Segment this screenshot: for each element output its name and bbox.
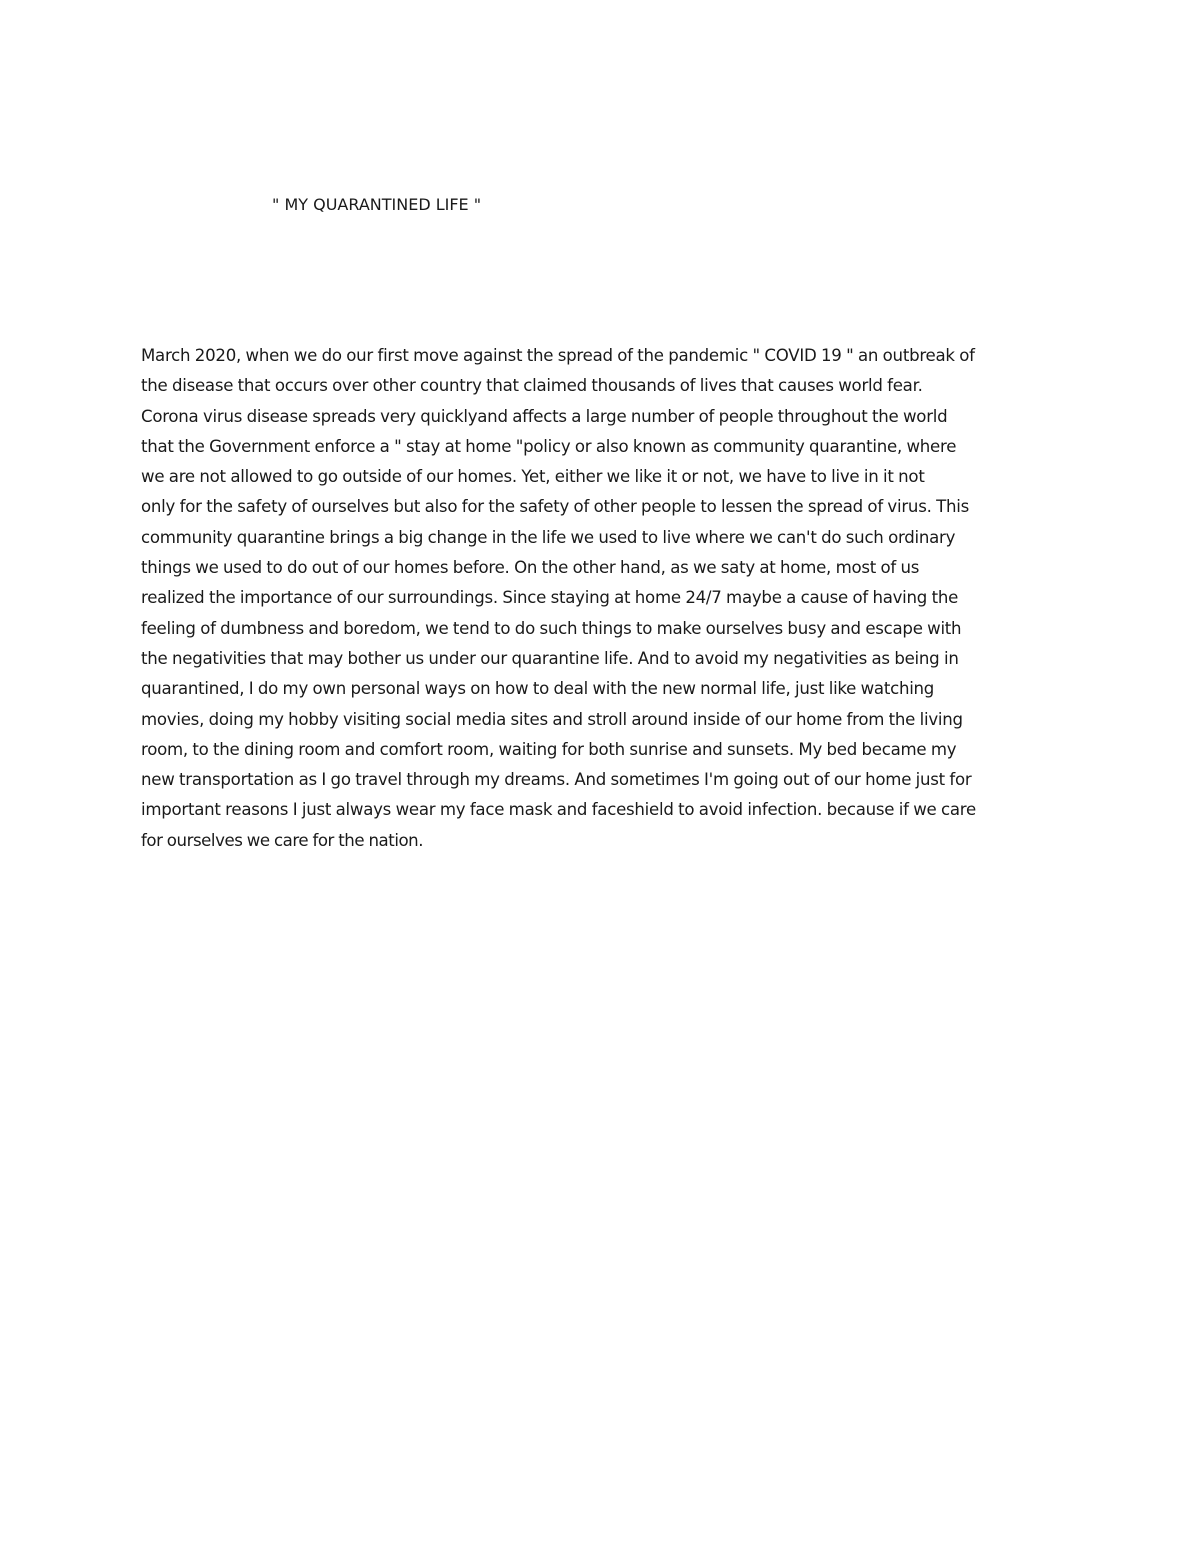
body-line: that the Government enforce a " stay at home "policy or also known as community quarantine, where	[141, 436, 957, 456]
body-line: only for the safety of ourselves but also for the safety of other people to lessen the spread of virus. This	[141, 497, 970, 517]
body-line: room, to the dining room and comfort room, waiting for both sunrise and sunsets. My bed became my	[141, 739, 957, 759]
document-body	[141, 341, 1071, 856]
body-line: community quarantine brings a big change in the life we used to live where we can't do such ordinary	[141, 527, 956, 547]
body-line: the disease that occurs over other country that claimed thousands of lives that causes world fear.	[141, 376, 923, 396]
body-line: the negativities that may bother us under our quarantine life. And to avoid my negativities as being in	[141, 648, 959, 668]
body-line: for ourselves we care for the nation.	[141, 830, 424, 850]
body-line: quarantined, I do my own personal ways on how to deal with the new normal life, just like watching	[141, 679, 935, 699]
body-line: March 2020, when we do our first move against the spread of the pandemic " COVID 19 " an outbreak of	[141, 346, 975, 365]
body-line: realized the importance of our surroundings. Since staying at home 24/7 maybe a cause of having the	[141, 588, 959, 608]
body-line: movies, doing my hobby visiting social media sites and stroll around inside of our home from the living	[141, 709, 963, 729]
body-line: things we used to do out of our homes before. On the other hand, as we saty at home, most of us	[141, 558, 920, 578]
document-title: " MY QUARANTINED LIFE "	[272, 195, 482, 214]
body-line: we are not allowed to go outside of our homes. Yet, either we like it or not, we have to live in it not	[141, 467, 925, 487]
body-line: Corona virus disease spreads very quicklyand affects a large number of people throughout the world	[141, 406, 948, 426]
body-line: important reasons I just always wear my face mask and faceshield to avoid infection. because if we care	[141, 800, 976, 820]
body-line: feeling of dumbness and boredom, we tend to do such things to make ourselves busy and escape with	[141, 618, 962, 638]
body-line: new transportation as I go travel through my dreams. And sometimes I'm going out of our home just for	[141, 770, 972, 790]
